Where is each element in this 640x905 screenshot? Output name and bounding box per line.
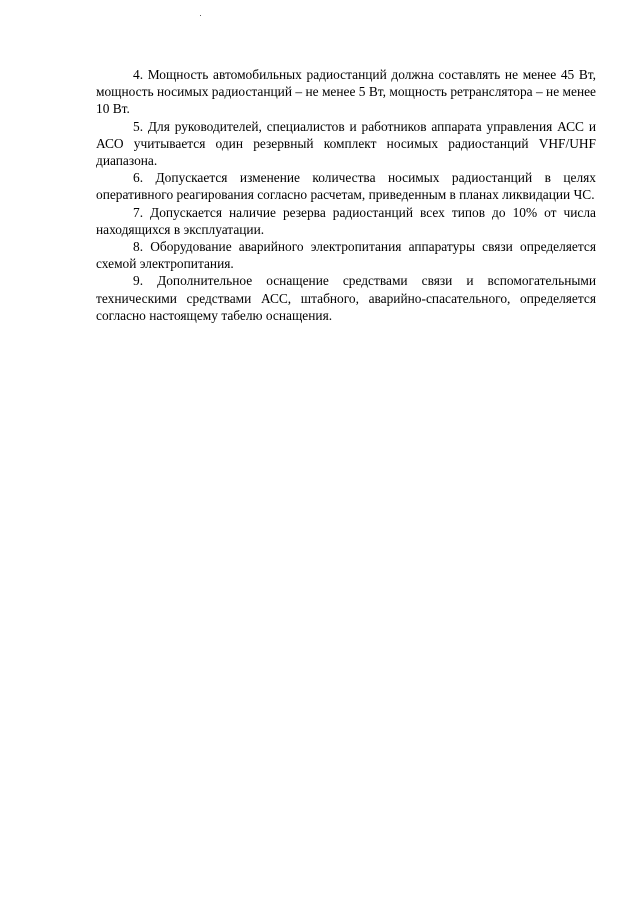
paragraph-item-6: 6. Допускается изменение количества носимых радиостанций в целях оперативного реагирования согласно расчетам, приведенным в планах ликвидации ЧС. — [96, 170, 596, 203]
document-body — [96, 66, 596, 324]
paragraph-item-7: 7. Допускается наличие резерва радиостанций всех типов до 10% от числа находящихся в эксплуатации. — [96, 204, 596, 237]
scan-speck — [200, 15, 201, 16]
paragraph-item-8: 8. Оборудование аварийного электропитания аппаратуры связи определяется схемой электропитания. — [96, 239, 596, 272]
paragraph-item-4: 4. Мощность автомобильных радиостанций должна составлять не менее 45 Вт, мощность носимых радиостанций – не менее 5 Вт, мощность ретранслятора – не менее 10 Вт. — [96, 67, 596, 117]
paragraph-item-5: 5. Для руководителей, специалистов и работников аппарата управления АСС и АСО учитывается один резервный комплект носимых радиостанций VHF/UHF диапазона. — [96, 118, 596, 169]
paragraph-item-9: 9. Дополнительное оснащение средствами связи и вспомогательными техническими средствами АСС, штабного, аварийно-спасательного, определяется согласно настоящему табелю оснащения. — [96, 273, 596, 323]
